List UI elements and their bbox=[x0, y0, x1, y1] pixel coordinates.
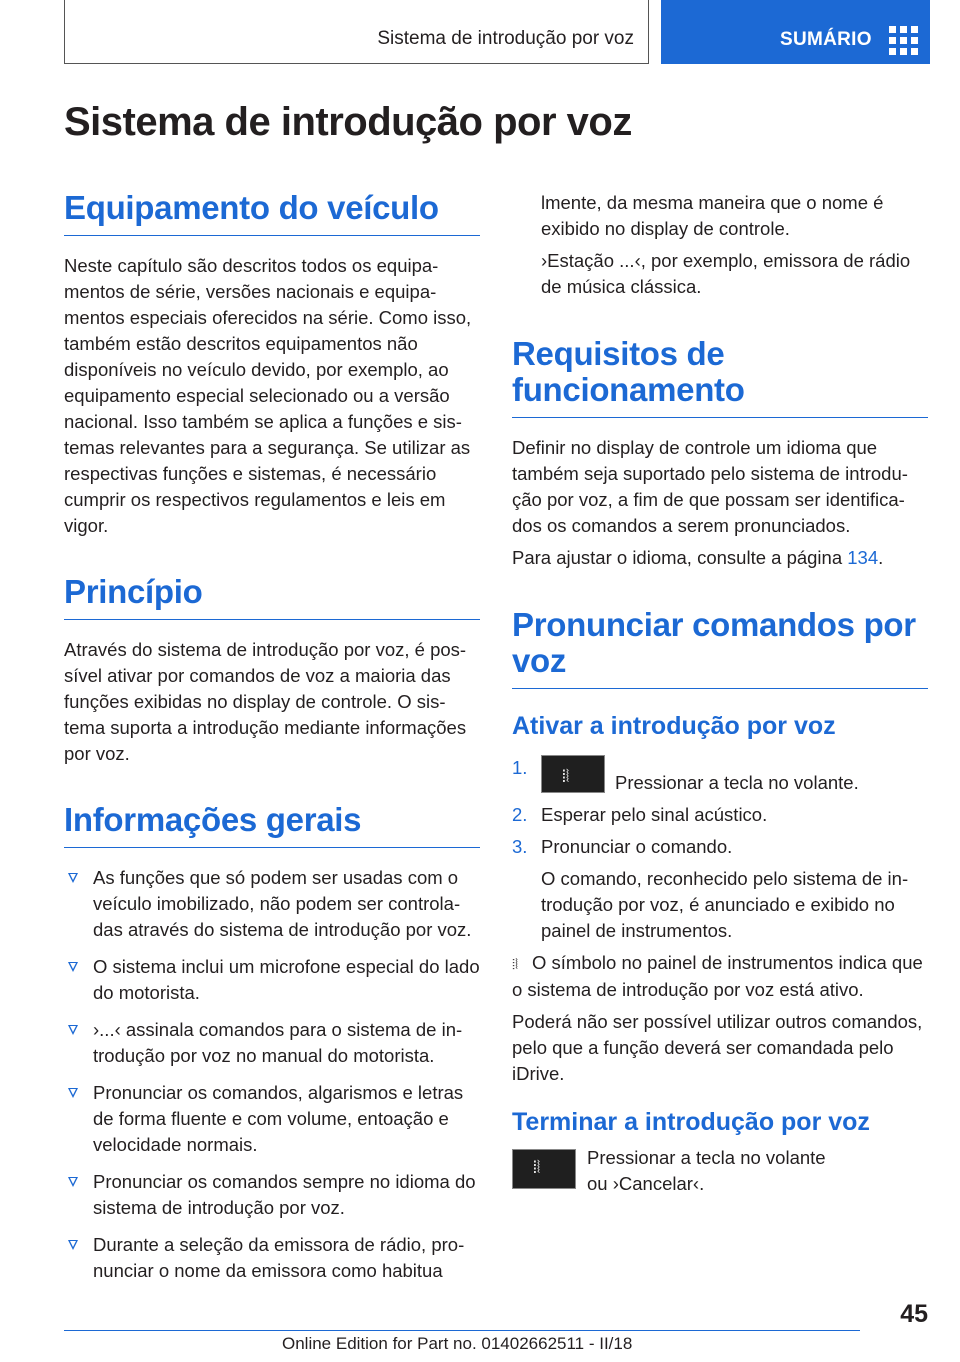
heading-activate: Ativar a introdução por voz bbox=[512, 712, 836, 740]
heading-end: Terminar a introdução por voz bbox=[512, 1108, 870, 1136]
page-number: 45 bbox=[900, 1300, 928, 1328]
step-item: 2. Esperar pelo sinal acústico. bbox=[512, 804, 768, 825]
requirements-reference: Para ajustar o idioma, consulte a página 134. bbox=[512, 547, 884, 568]
footer-divider bbox=[64, 1330, 860, 1331]
triangle-bullet-icon bbox=[68, 1025, 78, 1035]
info-list bbox=[64, 865, 480, 1284]
header-section-box bbox=[64, 0, 649, 64]
voice-symbol-icon: ⦙⦚ bbox=[512, 956, 519, 972]
voice-button-image bbox=[541, 755, 605, 793]
triangle-bullet-icon bbox=[68, 873, 78, 883]
principle-text: Através do sistema de introdução por voz, é possível ativar por comandos de voz a maioria das funções exibidas no display de controle. O sistema suporta a introdução mediante informações por voz. bbox=[64, 639, 467, 764]
grid-icon bbox=[889, 26, 918, 55]
triangle-bullet-icon bbox=[68, 1177, 78, 1187]
footer-edition: Online Edition for Part no. 01402662511 - II/18 bbox=[282, 1334, 633, 1353]
station-example: ›Estação ...‹, por exemplo, emissora de rádio de música clássica. bbox=[541, 250, 911, 297]
list-item: Durante a seleção da emissora de rádio, pronunciar o nome da emissora como habitua bbox=[64, 1232, 480, 1284]
symbol-text: ⦙⦚ O símbolo no painel de instrumentos indica que o sistema de introdução por voz está ativo. bbox=[512, 952, 923, 1000]
header-section-title: Sistema de introdução por voz bbox=[377, 28, 634, 49]
step-item: 3. Pronunciar o comando. bbox=[512, 836, 733, 857]
heading-pronounce: Pronunciar comandos por voz bbox=[512, 607, 928, 689]
end-instruction bbox=[512, 1145, 928, 1197]
step-item: 1. ⦙⦚ Pressionar a tecla no volante. bbox=[512, 757, 859, 793]
voice-icon: ⦙⦚ bbox=[533, 1158, 541, 1177]
list-item: ›...‹ assinala comandos para o sistema de introdução por voz no manual do motorista. bbox=[64, 1017, 480, 1069]
heading-general-info: Informações gerais bbox=[64, 802, 480, 848]
left-column bbox=[64, 190, 480, 1295]
other-commands-text: Poderá não ser possível utilizar outros comandos, pelo que a função deverá ser comandada pelo iDrive. bbox=[512, 1011, 923, 1084]
list-item-continuation: lmente, da mesma maneira que o nome é exibido no display de controle. bbox=[541, 192, 884, 239]
voice-icon: ⦙⦚ bbox=[562, 767, 570, 786]
right-column bbox=[512, 190, 928, 1197]
step3-detail: O comando, reconhecido pelo sistema de introdução por voz, é anunciado e exibido no painel de instrumentos. bbox=[541, 868, 909, 941]
equipment-text: Neste capítulo são descritos todos os equipamentos de série, versões nacionais e equipamentos especiais oferecidos na série. Como isso, também estão descritos equipamentos não disponíveis no veículo devido, por exemplo, ao equipamento especial selecionado ou a versão nacional. Isso também se aplica a funções e sistemas relevantes para a segurança. Se utilizar as respectivas funções e sistemas, é necessário cumprir os respectivos regulamentos e leis em vigor. bbox=[64, 255, 472, 536]
voice-button-image bbox=[512, 1149, 576, 1189]
list-item: As funções que só podem ser usadas com o veículo imobilizado, não podem ser controladas através do sistema de introdução por voz. bbox=[64, 865, 480, 943]
requirements-text: Definir no display de controle um idioma que também seja suportado pelo sistema de introdução por voz, a fim de que possam ser identificados os comandos a serem pronunciados. bbox=[512, 437, 908, 536]
summary-label: SUMÁRIO bbox=[780, 29, 872, 50]
triangle-bullet-icon bbox=[68, 1240, 78, 1250]
triangle-bullet-icon bbox=[68, 962, 78, 972]
page-title: Sistema de introdução por voz bbox=[64, 100, 632, 144]
list-item: O sistema inclui um microfone especial do lado do motorista. bbox=[64, 954, 480, 1006]
heading-requirements: Requisitos de funcionamento bbox=[512, 336, 928, 418]
activate-steps bbox=[512, 755, 928, 860]
end-text: Pressionar a tecla no volante ou ›Cancelar‹. bbox=[587, 1147, 826, 1194]
summary-button[interactable] bbox=[661, 0, 930, 64]
page-link[interactable]: 134 bbox=[847, 547, 879, 568]
triangle-bullet-icon bbox=[68, 1088, 78, 1098]
list-item: Pronunciar os comandos, algarismos e letras de forma fluente e com volume, entoação e velocidade normais. bbox=[64, 1080, 480, 1158]
heading-equipment: Equipamento do veículo bbox=[64, 190, 480, 236]
heading-principle: Princípio bbox=[64, 574, 480, 620]
list-item: Pronunciar os comandos sempre no idioma do sistema de introdução por voz. bbox=[64, 1169, 480, 1221]
